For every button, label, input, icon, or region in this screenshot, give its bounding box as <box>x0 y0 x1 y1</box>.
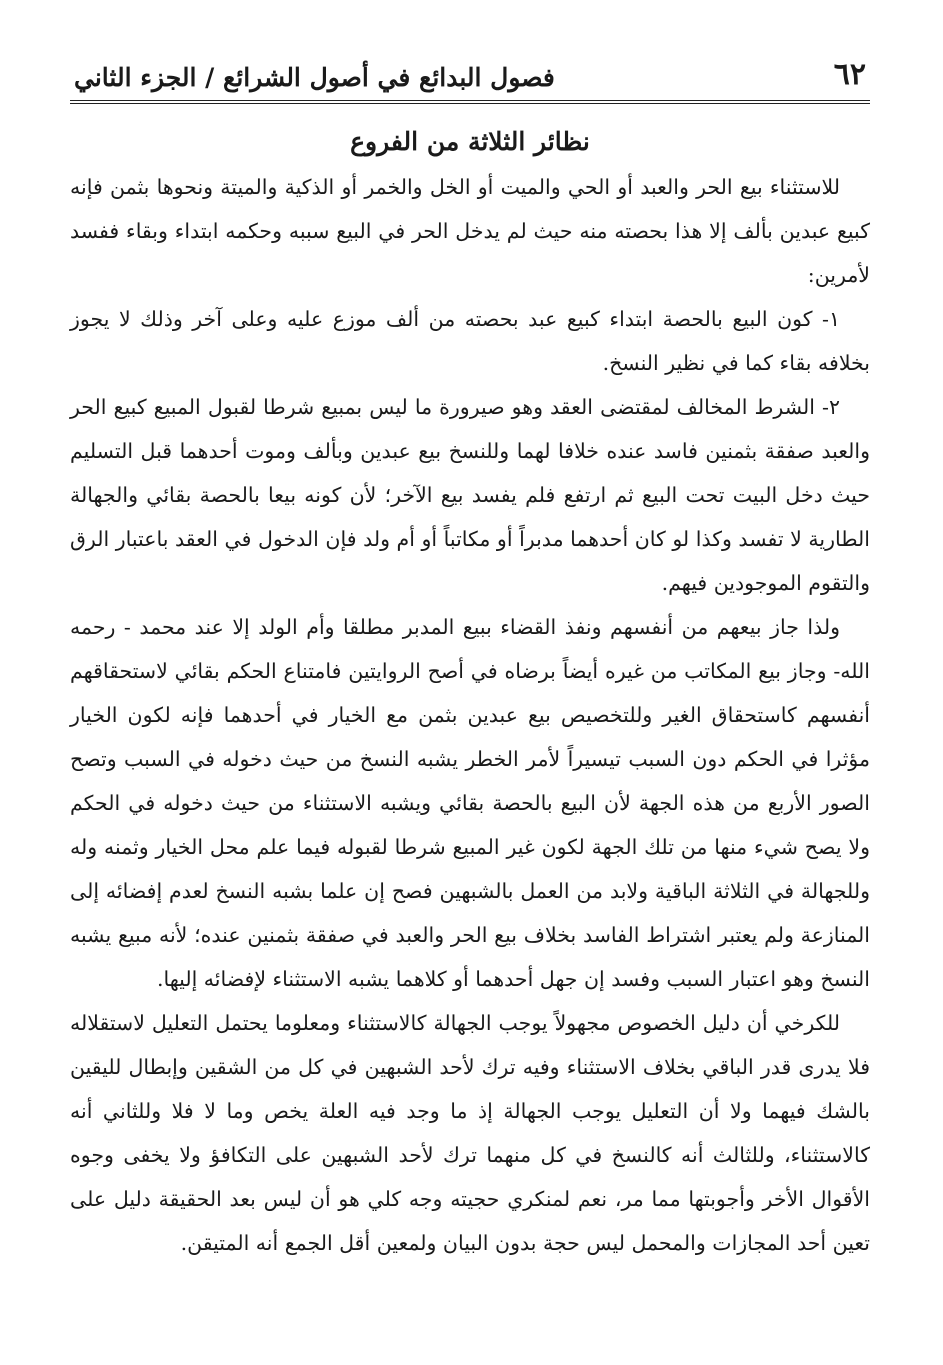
section-title: نظائر الثلاثة من الفروع <box>350 127 590 156</box>
paragraph: للكرخي أن دليل الخصوص مجهولاً يوجب الجهالة كالاستثناء ومعلوما يحتمل التعليل لاستقلاله فلا يدرى قدر الباقي بخلاف الاستثناء وفيه ترك لأحد الشبهين في كل من الشقين وإبطال لليقين بالشك فيهما ولا أن التعليل يوجب الجهالة إذ ما وجد فيه العلة يخص وما لا فلا وللثاني أنه كالاستثناء، وللثالث أنه كالنسخ في كل منهما ترك لأحد الشبهين على التكافؤ ولا يخفى وجوه الأقوال الأخر وأجوبتها مما مر، نعم لمنكري حجيته وجه كلي هو أن ليس بعد الحقيقة دليل على تعين أحد المجازات والمحمل ليس حجة بدون البيان ولمعين أقل الجمع أنه المتيقن. <box>70 1010 870 1255</box>
book-title: فصول البدائع في أصول الشرائع / الجزء الثاني <box>74 63 555 92</box>
running-header <box>70 44 870 90</box>
paragraph: ٢- الشرط المخالف لمقتضى العقد وهو صيرورة ما ليس بمبيع شرطا لقبول المبيع كبيع الحر والعبد صفقة بثمنين فاسد عنده خلافا لهما وللنسخ بيع عبدين وبألف وموت أحدهما قبل التسليم حيث دخل البيت تحت البيع ثم ارتفع فلم يفسد بيع الآخر؛ لأن كونه بيعا بالحصة بقائي والجهالة الطارية لا تفسد وكذا لو كان أحدهما مدبراً أو مكاتباً أو أم ولد فإن الدخول في العقد باعتبار الرق والتقوم الموجودين فيهم. <box>70 394 870 595</box>
book-page <box>70 44 870 1265</box>
header-divider <box>70 100 870 104</box>
paragraph: ١- كون البيع بالحصة ابتداء كبيع عبد بحصته من ألف موزع عليه وعلى آخر وذلك لا يجوز بخلافه بقاء كما في نظير النسخ. <box>70 306 870 375</box>
paragraph: للاستثناء بيع الحر والعبد أو الحي والميت أو الخل والخمر أو الذكية والميتة ونحوها بثمن فإنه كبيع عبدين بألف إلا هذا بحصته منه حيث لم يدخل الحر في البيع سببه وحكمه ابتداء وبقاء ففسد لأمرين: <box>70 174 870 287</box>
page-number: ٦٢ <box>833 57 866 92</box>
paragraph: ولذا جاز بيعهم من أنفسهم ونفذ القضاء ببيع المدبر مطلقا وأم الولد إلا عند محمد - رحمه الله- وجاز بيع المكاتب من غيره أيضاً برضاه في أصح الروايتين فامتناع الحكم بقائي لاستحقاقهم أنفسهم كاستحقاق الغير وللتخصيص بيع عبدين بثمن مع الخيار في أحدهما فإنه لكون الخيار مؤثرا في الحكم دون السبب تيسيراً لأمر الخطر يشبه النسخ من حيث دخوله في السبب وتصح الصور الأربع من هذه الجهة لأن البيع بالحصة بقائي ويشبه الاستثناء من حيث دخوله في الحكم ولا يصح شيء منها من تلك الجهة لكون غير المبيع شرطا لقبوله فيما علم محل الخيار وثمنه وله وللجهالة في الثلاثة الباقية ولابد من العمل بالشبهين فصح إن علما بشبه النسخ لعدم إفضائه إلى المنازعة ولم يعتبر اشتراط الفاسد بخلاف بيع الحر والعبد في صفقة بثمنين عنده؛ لأنه مبيع يشبه النسخ وهو اعتبار السبب وفسد إن جهل أحدهما أو كلاهما يشبه الاستثناء لإفضائه إليها. <box>70 614 870 991</box>
body-text <box>70 165 870 1265</box>
